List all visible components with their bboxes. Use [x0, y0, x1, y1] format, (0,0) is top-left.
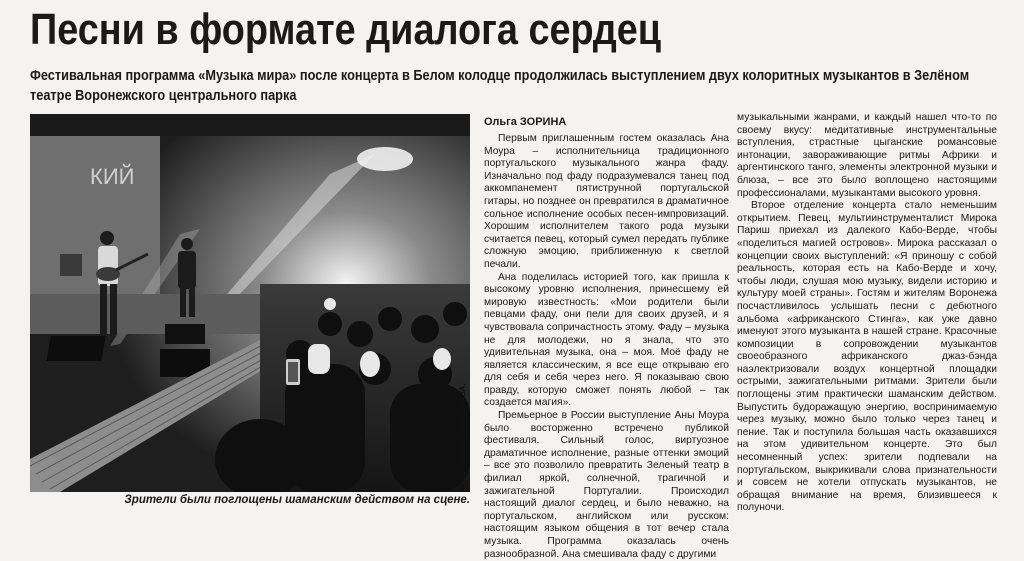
photo-credit: Фото Андрея ПАРФЁНОВА. [458, 383, 467, 492]
lead-paragraph: Фестивальная программа «Музыка мира» после концерта в Белом колодце продолжилась выступлением двух колоритных музыкантов в Зелёном театре Воронежского центрального парка [30, 67, 970, 104]
concert-photo [30, 114, 470, 492]
paragraph: Премьерное в России выступление Аны Моура было восторженно встречено публикой фестиваля. Сильный голос, виртуозное драматичное исполнение, разные оттенки эмоций – все это позволило превратить Зеленый театр в филиал яркой, солнечной, трагичной и зажигательной Португалии. Происходил настоящий диалог сердец, и было неважно, на португальском, английском или русском: настоящим языком общения в тот вечер стала музыка. Программа оказалась очень разнообразной. Ана смешивала фаду с другими [484, 410, 729, 560]
headline: Песни в формате диалога сердец [30, 5, 662, 54]
paragraph: Второе отделение концерта стало неменьшим открытием. Певец, мультиинструменталист Мирока Париш приехал из далекого Кабо-Верде, чтобы «поделиться магией островов». Мирока рассказал о концепции своих выступлений: «Я приношу с собой реальность, которая есть на Кабо-Верде и хочу, чтобы люди, слушая мою музыку, видели историю и культуру моей страны». Гостям и жителям Воронежа посчастливилось услышать песни с дебютного альбома «африканского Стинга», как уже давно именуют этого музыканта в нашей стране. Красочные композиции в сопровождении музыкантов своеобразного африканского джаз-бэнда наэлектризовали воздух концертной площадки острыми, зажигательными ритмами. Зрители были поглощены этим практически шаманским действом. Выпустить будоражащую энергию, воспринимаемую через музыку, можно было только через танец и пение. Так и поступила большая часть оказавшихся на этом удивительном концерте. Это был несомненный успех: зрители подпевали на португальском, выкрикивали слова признательности и совсем не хотели отпускать музыкантов, не обращая внимание на время, близившееся к полуночи. [737, 200, 997, 514]
article-column-1 [484, 116, 729, 561]
paragraph: Ана поделилась историей того, как пришла к высокому уровню исполнения, принесшему ей мировую известность: «Мои родители были певцами фаду, они пели для своих друзей, и я чувствовала сопричастность этому. Фаду – музыка не для молодежи, но я знала, что это удивительная музыка, она – моя. Моё фаду не является классическим, я все еще открываю его для себя и себя через него. Я показываю свою правду, которую сможет понять любой – так создается магия». [484, 271, 729, 409]
photo-caption: Зрители были поглощены шаманским действом на сцене. [124, 494, 470, 506]
paragraph: музыкальными жанрами, и каждый нашел что-то по своему вкусу: медитативные инструментальные вступления, страстные цыганские романсовые интонации, завораживающие ритмы Африки и аргентинского танго, элементы электронной музыки и блюза, – все это было воплощено настоящими профессионалами, музыкантами высокого уровня. [737, 112, 997, 199]
paragraph: Первым приглашенным гостем оказалась Ана Моура – исполнительница традиционного португальского музыкального жанра фаду. Изначально под фаду подразумевался танец под аккомпанемент пятиструнной португальской гитары, но позднее он превратился в драматичное сольное исполнение особых песен-импровизаций. Хорошим исполнителем такого рода музыки считается певец, который сумел передать публике сложную эмоцию, приближенную к светлой печали. [484, 133, 729, 270]
author-byline: Ольга ЗОРИНА [484, 116, 567, 128]
stage-sign: КИЙ [90, 164, 135, 189]
article-column-2 [737, 112, 997, 515]
